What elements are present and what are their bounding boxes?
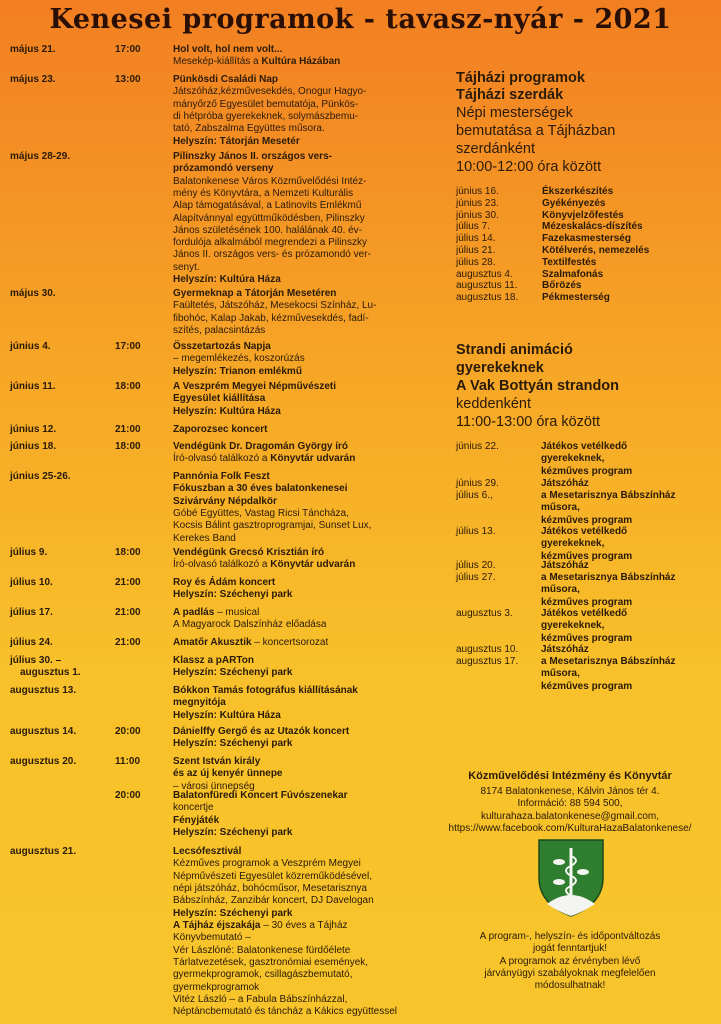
event-line: Dánielffy Gergő és az Utazók koncert	[173, 726, 350, 737]
event-line: szítés, palacsintázás	[173, 324, 266, 336]
strand-date: augusztus 17.	[456, 656, 519, 667]
event-line: Bókkon Tamás fotográfus kiállításának	[173, 685, 358, 696]
strand-program: gyerekeknek,	[541, 453, 605, 465]
event-line: Fényjáték	[173, 814, 220, 826]
event-line: megnyitója	[173, 697, 226, 709]
event-date: július 24.	[10, 637, 53, 648]
strand-program: a Mesetarisznya Bábszínház	[541, 656, 676, 667]
tajhaz-info: 10:00-12:00 óra között	[456, 159, 602, 175]
tajhaz-date: június 30.	[456, 209, 499, 221]
event-line: Fókuszban a 30 éves balatonkenesei	[173, 483, 348, 495]
tajhaz-program: Fazekasmesterség	[542, 233, 631, 245]
strand-program: műsora,	[541, 668, 580, 680]
event-line: Pünkösdi Családi Nap	[173, 74, 279, 85]
tajhaz-date: augusztus 4.	[456, 268, 513, 280]
event-line: Kocsis Bálint gasztroprogramjai, Sunset Lux,	[173, 520, 372, 532]
event-line: Népművészeti Egyesület közreműködésével,	[173, 870, 372, 882]
notice-line: A programok az érvényben lévő	[499, 955, 641, 967]
strand-date: július 20.	[456, 560, 496, 571]
event-time: 21:00	[115, 577, 141, 588]
notice-line: járványügyi szabályoknak megfelelően	[484, 967, 656, 979]
event-time: 13:00	[115, 74, 141, 85]
event-line: fordulója alkalmából megrendezi a Pilinszky	[173, 237, 367, 249]
event-time: 17:00	[115, 44, 141, 55]
event-time: 17:00	[115, 341, 141, 352]
event-line: Faültetés, Játszóház, Mesekocsi Színház, Lu-	[173, 300, 377, 312]
event-time: 21:00	[115, 637, 141, 648]
event-line: – városi ünnepség	[173, 780, 255, 792]
contact-org: Közművelődési Intézmény és Könyvtár	[468, 770, 672, 782]
event-line: Balatonfüredi Koncert Fúvószenekar	[173, 790, 348, 801]
strand-program: Játékos vetélkedő	[541, 526, 628, 537]
strand-program: kézműves program	[541, 465, 633, 477]
strand-date: augusztus 10.	[456, 644, 519, 655]
strand-date: július 13.	[456, 526, 496, 537]
tajhaz-program: Mézeskalács-díszítés	[542, 221, 643, 233]
tajhaz-info: szerdánként	[456, 141, 535, 157]
event-line: Szivárvány Népdalkör	[173, 495, 277, 507]
tajhaz-date: július 28.	[456, 256, 496, 268]
strand-date: július 6.,	[456, 490, 493, 501]
notice-line: módosulhatnak!	[534, 980, 606, 992]
event-line: Író-olvasó találkozó a Könyvtár udvarán	[173, 559, 356, 571]
event-date: július 9.	[10, 547, 48, 558]
event-line: Könyvbemutató –	[173, 932, 251, 944]
strand-program: Játszóház	[541, 644, 589, 655]
event-line: gyermekprogramok, csillagászbemutató,	[173, 969, 353, 981]
tajhaz-program: Textilfestés	[542, 256, 597, 268]
event-line: Szent István király	[173, 756, 261, 767]
event-line: gyermekprogramok	[173, 981, 260, 993]
event-line: Kézműves programok a Veszprém Megyei	[173, 858, 361, 870]
event-line: Író-olvasó találkozó a Könyvtár udvarán	[173, 453, 356, 465]
strand-program: a Mesetarisznya Bábszínház	[541, 572, 676, 583]
tajhaz-program: Pékmesterség	[542, 292, 610, 304]
event-date: május 21.	[10, 44, 56, 55]
strand-date: augusztus 3.	[456, 608, 513, 619]
tajhaz-date: június 16.	[456, 186, 499, 197]
event-date: augusztus 21.	[10, 846, 77, 857]
event-line: A Tájház éjszakája – 30 éves a Tájház	[173, 920, 348, 931]
event-date: augusztus 13.	[10, 685, 77, 696]
tajhaz-program: Szalmafonás	[542, 268, 604, 280]
event-line: Bábszínház, Zanzibár koncert, DJ Davelogan	[173, 895, 374, 907]
event-line: A Veszprém Megyei Népművészeti	[173, 381, 337, 392]
event-line: Helyszín: Kultúra Háza	[173, 709, 281, 721]
strand-program: Játszóház	[541, 560, 589, 571]
event-line: Zaporozsec koncert	[173, 424, 268, 435]
event-line: Játszóház,kézművesekdés, Onogur Hagyo-	[173, 86, 367, 98]
event-line: Hol volt, hol nem volt...	[173, 44, 283, 55]
tajhaz-subheading: Tájházi szerdák	[456, 87, 564, 103]
event-line: Roy és Ádám koncert	[173, 577, 276, 588]
notice-line: A program-, helyszín- és időpontváltozás	[479, 931, 661, 942]
strand-program: kézműves program	[541, 596, 633, 608]
tajhaz-program: Ékszerkészítés	[542, 186, 614, 197]
event-line: Pannónia Folk Feszt	[173, 471, 270, 482]
strand-date: július 27.	[456, 572, 496, 583]
event-time: 20:00	[115, 790, 141, 801]
event-line: Egyesület kiállítása	[173, 393, 266, 405]
event-date: július 17.	[10, 607, 53, 618]
event-line: Balatonkenese Város Közművelődési Intéz-	[173, 175, 367, 187]
event-line: mény és Könyvtára, a Nemzeti Kulturális	[173, 187, 354, 199]
event-line: A Magyarock Dalszínház előadása	[173, 619, 327, 631]
event-date: augusztus 14.	[10, 726, 77, 737]
event-line: Alapítvánnyal együttműködésben, Pilinszky	[173, 212, 365, 224]
tajhaz-heading: Tájházi programok	[456, 70, 585, 86]
tajhaz-program: Gyékényezés	[542, 197, 606, 209]
event-line: prózamondó verseny	[173, 163, 274, 175]
tajhaz-date: július 14.	[456, 233, 496, 245]
event-line: Helyszín: Széchenyi park	[173, 738, 293, 750]
event-time: 18:00	[115, 441, 141, 452]
strand-program: kézműves program	[541, 680, 633, 692]
event-line: Lecsófesztivál	[173, 846, 242, 857]
event-line: Helyszín: Kultúra Háza	[173, 405, 281, 417]
strand-heading: gyerekeknek	[456, 360, 544, 376]
event-time: 21:00	[115, 424, 141, 435]
event-time: 20:00	[115, 726, 141, 737]
event-line: Helyszín: Széchenyi park	[173, 589, 293, 601]
event-date: június 25-26.	[10, 471, 71, 482]
event-date: június 11.	[10, 381, 56, 392]
event-time: 11:00	[115, 756, 141, 767]
event-line: Tárlatvezetések, gasztronómiai események,	[173, 956, 369, 968]
strand-heading: Strandi animáció	[456, 342, 573, 358]
strand-program: kézműves program	[541, 514, 633, 526]
event-line: di hétpróba gyerekeknek, solymászbemu-	[173, 110, 359, 122]
strand-program: műsora,	[541, 584, 580, 596]
strand-program: Játszóház	[541, 478, 589, 489]
tajhaz-date: június 23.	[456, 197, 499, 209]
tajhaz-info: bemutatása a Tájházban	[456, 123, 616, 139]
tajhaz-info: Népi mesterségek	[456, 105, 573, 121]
contact-line: kulturahaza.balatonkenese@gmail.com,	[480, 810, 660, 822]
event-line: Helyszín: Széchenyi park	[173, 907, 293, 919]
notice-line: jogát fenntartjuk!	[533, 943, 607, 955]
tajhaz-date: augusztus 18.	[456, 292, 519, 304]
event-date: május 30.	[10, 288, 56, 299]
event-date: július 30. –	[10, 655, 62, 666]
event-line: A padlás – musical	[173, 607, 260, 618]
event-date: július 10.	[10, 577, 53, 588]
event-line: Összetartozás Napja	[173, 341, 271, 352]
event-line: Vendégünk Grecsó Krisztián író	[173, 547, 325, 558]
page-title: Kenesei programok - tavasz-nyár - 2021	[49, 4, 672, 35]
event-line: fibohóc, Kalap Jakab, kézművesekdés, fadí-	[173, 312, 369, 324]
contact-line: 8174 Balatonkenese, Kálvin János tér 4.	[480, 786, 660, 797]
event-line: Vér Lászlóné: Balatonkenese fürdőélete	[173, 944, 351, 956]
strand-date: június 29.	[456, 478, 499, 489]
event-time: 21:00	[115, 607, 141, 618]
event-line: Helyszín: Széchenyi park	[173, 826, 293, 838]
strand-program: gyerekeknek,	[541, 538, 605, 550]
event-line: Vitéz László – a Fabula Bábszínházzal,	[173, 993, 348, 1005]
event-line: senyt.	[173, 261, 200, 273]
event-date: augusztus 20.	[10, 756, 77, 767]
event-line: Góbé Együttes, Vastag Ricsi Táncháza,	[173, 507, 349, 519]
event-line: Helyszín: Kultúra Háza	[173, 274, 281, 285]
event-line: Amatőr Akusztik – koncertsorozat	[173, 637, 329, 648]
event-line: Helyszín: Trianon emlékmű	[173, 365, 302, 377]
strand-program: kézműves program	[541, 550, 633, 562]
event-line: és az új kenyér ünnepe	[173, 768, 283, 780]
event-date: június 4.	[10, 341, 51, 352]
event-date: május 23.	[10, 74, 56, 85]
event-date: június 12.	[10, 424, 57, 435]
tajhaz-program: Könyvjelzőfestés	[542, 209, 624, 221]
event-line: Gyermeknap a Tátorján Mesetéren	[173, 288, 337, 299]
event-line: Helyszín: Tátorján Mesetér	[173, 135, 300, 147]
tajhaz-program: Bőrözés	[542, 280, 582, 292]
event-line: Helyszín: Széchenyi park	[173, 667, 293, 679]
event-line: koncertje	[173, 802, 214, 814]
strand-program: Játékos vetélkedő	[541, 441, 628, 452]
strand-program: gyerekeknek,	[541, 620, 605, 632]
tajhaz-date: július 7.	[456, 221, 490, 233]
event-line: János II. országos vers- és prózamondó ver-	[173, 249, 371, 261]
strand-program: kézműves program	[541, 632, 633, 644]
strand-date: június 22.	[456, 441, 499, 452]
event-line: Néptáncbemutató és táncház a Kákics együttessel	[173, 1006, 398, 1018]
event-date: augusztus 1.	[20, 667, 81, 679]
tajhaz-program: Kötélverés, nemezelés	[542, 245, 650, 256]
strand-program: műsora,	[541, 502, 580, 514]
event-line: Klassz a pARTon	[173, 655, 254, 666]
event-line: népi játszóház, bohócműsor, Mesetarisznya	[173, 882, 367, 894]
event-line: – megemlékezés, koszorúzás	[173, 353, 305, 365]
strand-info: 11:00-13:00 óra között	[456, 414, 601, 430]
event-line: János születésének 100. halálának 40. év-	[173, 224, 363, 236]
event-line: Alap támogatásával, a Latinovits Emlékmű	[173, 200, 362, 212]
event-line: tató, Zabszalma Együttes műsora.	[173, 123, 325, 135]
tajhaz-date: július 21.	[456, 245, 496, 256]
tajhaz-date: augusztus 11.	[456, 280, 518, 292]
event-line: mányőrző Egyesület bemutatója, Pünkös-	[173, 98, 359, 110]
event-line: Mesekép-kiállítás a Kultúra Házában	[173, 56, 341, 68]
strand-heading: A Vak Bottyán strandon	[456, 378, 620, 394]
event-time: 18:00	[115, 547, 141, 558]
strand-info: keddenként	[456, 396, 531, 412]
event-line: Vendégünk Dr. Dragomán György író	[173, 441, 349, 452]
strand-program: Játékos vetélkedő	[541, 608, 628, 619]
event-date: május 28-29.	[10, 151, 71, 162]
coat-of-arms-icon	[537, 838, 605, 918]
event-date: június 18.	[10, 441, 57, 452]
event-line: Kerekes Band	[173, 532, 236, 544]
event-time: 18:00	[115, 381, 141, 392]
contact-line: Információ: 88 594 500,	[517, 798, 623, 810]
event-line: Pilinszky János II. országos vers-	[173, 151, 332, 162]
strand-program: a Mesetarisznya Bábszínház	[541, 490, 676, 501]
contact-line: https://www.facebook.com/KulturaHazaBalatonkenese/	[448, 822, 692, 834]
